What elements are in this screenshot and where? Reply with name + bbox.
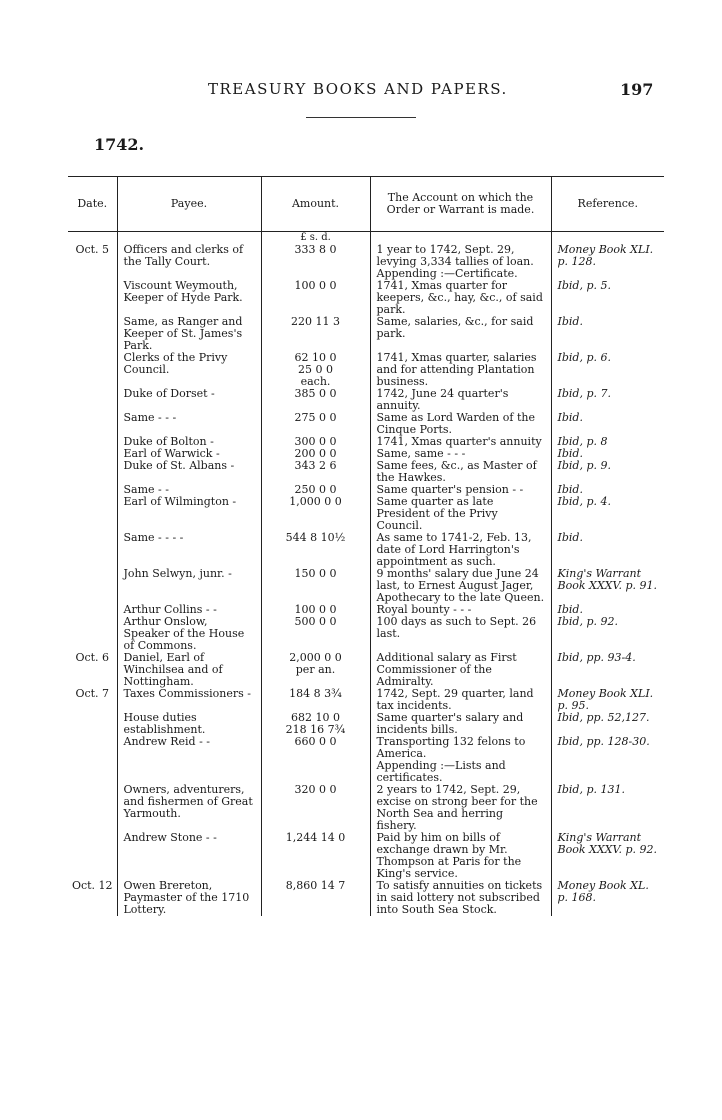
entry-amount: 200 0 0	[261, 448, 370, 460]
entry-amount: 62 10 0 25 0 0 each.	[261, 352, 370, 388]
entry-reference: Ibid.	[551, 316, 664, 352]
table-row	[68, 412, 664, 436]
entry-payee: Clerks of the Privy Council.	[117, 352, 261, 388]
entry-account: 1 year to 1742, Sept. 29, levying 3,334 tallies of loan. Appending :—Certificate.	[370, 244, 551, 280]
table-row	[68, 496, 664, 532]
payments-table	[68, 176, 664, 916]
entry-reference: Ibid.	[551, 532, 664, 568]
entry-reference: Ibid.	[551, 484, 664, 496]
table-row	[68, 352, 664, 388]
entry-payee: House duties establishment.	[117, 712, 261, 736]
table-row	[68, 280, 664, 316]
table-row	[68, 880, 664, 916]
entry-account: Same fees, &c., as Master of the Hawkes.	[370, 460, 551, 484]
entry-date	[68, 352, 117, 388]
table-row	[68, 388, 664, 412]
entry-reference: Ibid, p. 131.	[551, 784, 664, 832]
entry-date	[68, 532, 117, 568]
entry-account: As same to 1741-2, Feb. 13, date of Lord Harrington's appointment as such.	[370, 532, 551, 568]
entry-amount: 250 0 0	[261, 484, 370, 496]
entry-reference: Ibid, p. 8	[551, 436, 664, 448]
entry-date	[68, 388, 117, 412]
entry-amount: 1,000 0 0	[261, 496, 370, 532]
entry-date	[68, 484, 117, 496]
entry-reference: Money Book XLI. p. 95.	[551, 688, 664, 712]
entry-payee: Viscount Weymouth, Keeper of Hyde Park.	[117, 280, 261, 316]
entry-date: Oct. 7	[75, 687, 110, 700]
entry-amount: 100 0 0	[261, 280, 370, 316]
entry-account: Paid by him on bills of exchange drawn by Mr. Thompson at Paris for the King's service.	[370, 832, 551, 880]
entry-payee: Earl of Wilmington -	[117, 496, 261, 532]
entry-account: Same quarter as late President of the Privy Council.	[370, 496, 551, 532]
column-header-payee: Payee.	[117, 177, 261, 232]
entry-account: Same, salaries, &c., for said park.	[370, 316, 551, 352]
entry-reference: Money Book XLI. p. 128.	[551, 244, 664, 280]
entry-amount: 385 0 0	[261, 388, 370, 412]
table-row	[68, 688, 664, 712]
entry-date	[68, 412, 117, 436]
entry-account: 1741, Xmas quarter, salaries and for attending Plantation business.	[370, 352, 551, 388]
entry-payee: Arthur Onslow, Speaker of the House of Commons.	[117, 616, 261, 652]
entry-reference: King's Warrant Book XXXV. p. 92.	[551, 832, 664, 880]
entry-payee: Owners, adventurers, and fishermen of Great Yarmouth.	[117, 784, 261, 832]
entry-amount: 333 8 0	[261, 244, 370, 280]
table-row	[68, 316, 664, 352]
header-rule	[306, 117, 416, 118]
entry-amount: 150 0 0	[261, 568, 370, 604]
entry-account: Royal bounty - - -	[370, 604, 551, 616]
entry-amount: 8,860 14 7	[261, 880, 370, 916]
entry-account: Same as Lord Warden of the Cinque Ports.	[370, 412, 551, 436]
entry-amount: 320 0 0	[261, 784, 370, 832]
table-row	[68, 832, 664, 880]
entry-payee: Duke of Bolton -	[117, 436, 261, 448]
entry-reference: Ibid, p. 5.	[551, 280, 664, 316]
entry-date: Oct. 5	[75, 243, 110, 256]
entry-payee: Same, as Ranger and Keeper of St. James's Park.	[117, 316, 261, 352]
entry-payee: Owen Brereton, Paymaster of the 1710 Lottery.	[117, 880, 261, 916]
column-header-reference: Reference.	[551, 177, 664, 232]
entry-amount: 1,244 14 0	[261, 832, 370, 880]
table-row	[68, 532, 664, 568]
entry-reference: Ibid, p. 7.	[551, 388, 664, 412]
entry-amount: 682 10 0 218 16 7¾	[261, 712, 370, 736]
entry-account: Transporting 132 felons to America. Appending :—Lists and certificates.	[370, 736, 551, 784]
entry-reference: Ibid.	[551, 412, 664, 436]
entry-reference: Ibid, p. 92.	[551, 616, 664, 652]
column-header-amount: Amount.	[261, 177, 370, 232]
entry-payee: Earl of Warwick -	[117, 448, 261, 460]
entry-reference: Ibid, pp. 93-4.	[551, 652, 664, 688]
entry-amount: 500 0 0	[261, 616, 370, 652]
entry-amount: 184 8 3¾	[261, 688, 370, 712]
entry-payee: John Selwyn, junr. -	[117, 568, 261, 604]
entry-account: Additional salary as First Commissioner of the Admiralty.	[370, 652, 551, 688]
entry-amount: 275 0 0	[261, 412, 370, 436]
table-body	[68, 232, 664, 917]
entry-account: Same quarter's pension - -	[370, 484, 551, 496]
entry-date	[68, 316, 117, 352]
entry-account: 9 months' salary due June 24 last, to Ernest August Jager, Apothecary to the late Queen.	[370, 568, 551, 604]
year-heading: 1742.	[94, 135, 145, 154]
entry-account: To satisfy annuities on tickets in said lottery not subscribed into South Sea Stock.	[370, 880, 551, 916]
entry-payee: Same - -	[117, 484, 261, 496]
entry-reference: King's Warrant Book XXXV. p. 91.	[551, 568, 664, 604]
entry-date: Oct. 12	[71, 879, 113, 892]
entry-payee: Officers and clerks of the Tally Court.	[117, 244, 261, 280]
entry-account: 100 days as such to Sept. 26 last.	[370, 616, 551, 652]
entry-amount: 2,000 0 0 per an.	[261, 652, 370, 688]
entry-account: 1741, Xmas quarter for keepers, &c., hay, &c., of said park.	[370, 280, 551, 316]
table-row	[68, 460, 664, 484]
entry-account: 2 years to 1742, Sept. 29, excise on strong beer for the North Sea and herring fishery.	[370, 784, 551, 832]
table-row	[68, 736, 664, 784]
entry-payee: Taxes Commissioners -	[117, 688, 261, 712]
entry-payee: Same - - - -	[117, 532, 261, 568]
entry-date	[68, 448, 117, 460]
table-row	[68, 568, 664, 604]
table-header-row	[68, 177, 664, 232]
entry-payee: Daniel, Earl of Winchilsea and of Nottingham.	[117, 652, 261, 688]
entry-amount: 343 2 6	[261, 460, 370, 484]
entry-date	[68, 460, 117, 484]
table-row	[68, 616, 664, 652]
entry-reference: Ibid.	[551, 448, 664, 460]
entry-date	[68, 712, 117, 736]
entry-reference: Ibid, pp. 128-30.	[551, 736, 664, 784]
entry-payee: Duke of St. Albans -	[117, 460, 261, 484]
entry-amount: 660 0 0	[261, 736, 370, 784]
table-row	[68, 712, 664, 736]
table-row	[68, 244, 664, 280]
entry-payee: Duke of Dorset -	[117, 388, 261, 412]
entry-amount: 100 0 0	[261, 604, 370, 616]
currency-units: £ s. d.	[261, 232, 370, 245]
entry-reference: Money Book XL. p. 168.	[551, 880, 664, 916]
entry-account: Same quarter's salary and incidents bills.	[370, 712, 551, 736]
entry-date	[68, 616, 117, 652]
entry-date	[68, 436, 117, 448]
entry-payee: Arthur Collins - -	[117, 604, 261, 616]
entry-date	[68, 280, 117, 316]
entry-date	[68, 832, 117, 880]
entry-amount: 220 11 3	[261, 316, 370, 352]
entry-reference: Ibid, p. 6.	[551, 352, 664, 388]
entry-payee: Andrew Stone - -	[117, 832, 261, 880]
table-row	[68, 652, 664, 688]
entry-account: 1742, Sept. 29 quarter, land tax incidents.	[370, 688, 551, 712]
page-number: 197	[620, 80, 654, 99]
entry-account: Same, same - - -	[370, 448, 551, 460]
entry-account: 1742, June 24 quarter's annuity.	[370, 388, 551, 412]
column-header-date: Date.	[68, 177, 117, 232]
entry-date	[68, 736, 117, 784]
entry-date	[68, 784, 117, 832]
entry-reference: Ibid.	[551, 604, 664, 616]
column-header-account: The Account on which the Order or Warrant is made.	[370, 177, 551, 232]
entry-reference: Ibid, p. 4.	[551, 496, 664, 532]
entry-date	[68, 496, 117, 532]
entry-date	[68, 568, 117, 604]
running-head	[0, 80, 722, 108]
entry-account: 1741, Xmas quarter's annuity	[370, 436, 551, 448]
entry-date: Oct. 6	[75, 651, 110, 664]
table-row	[68, 784, 664, 832]
entry-payee: Same - - -	[117, 412, 261, 436]
entry-date	[68, 604, 117, 616]
entry-payee: Andrew Reid - -	[117, 736, 261, 784]
entry-reference: Ibid, p. 9.	[551, 460, 664, 484]
entry-reference: Ibid, pp. 52,127.	[551, 712, 664, 736]
entry-amount: 300 0 0	[261, 436, 370, 448]
entry-amount: 544 8 10½	[261, 532, 370, 568]
running-title: TREASURY BOOKS AND PAPERS.	[208, 80, 508, 98]
